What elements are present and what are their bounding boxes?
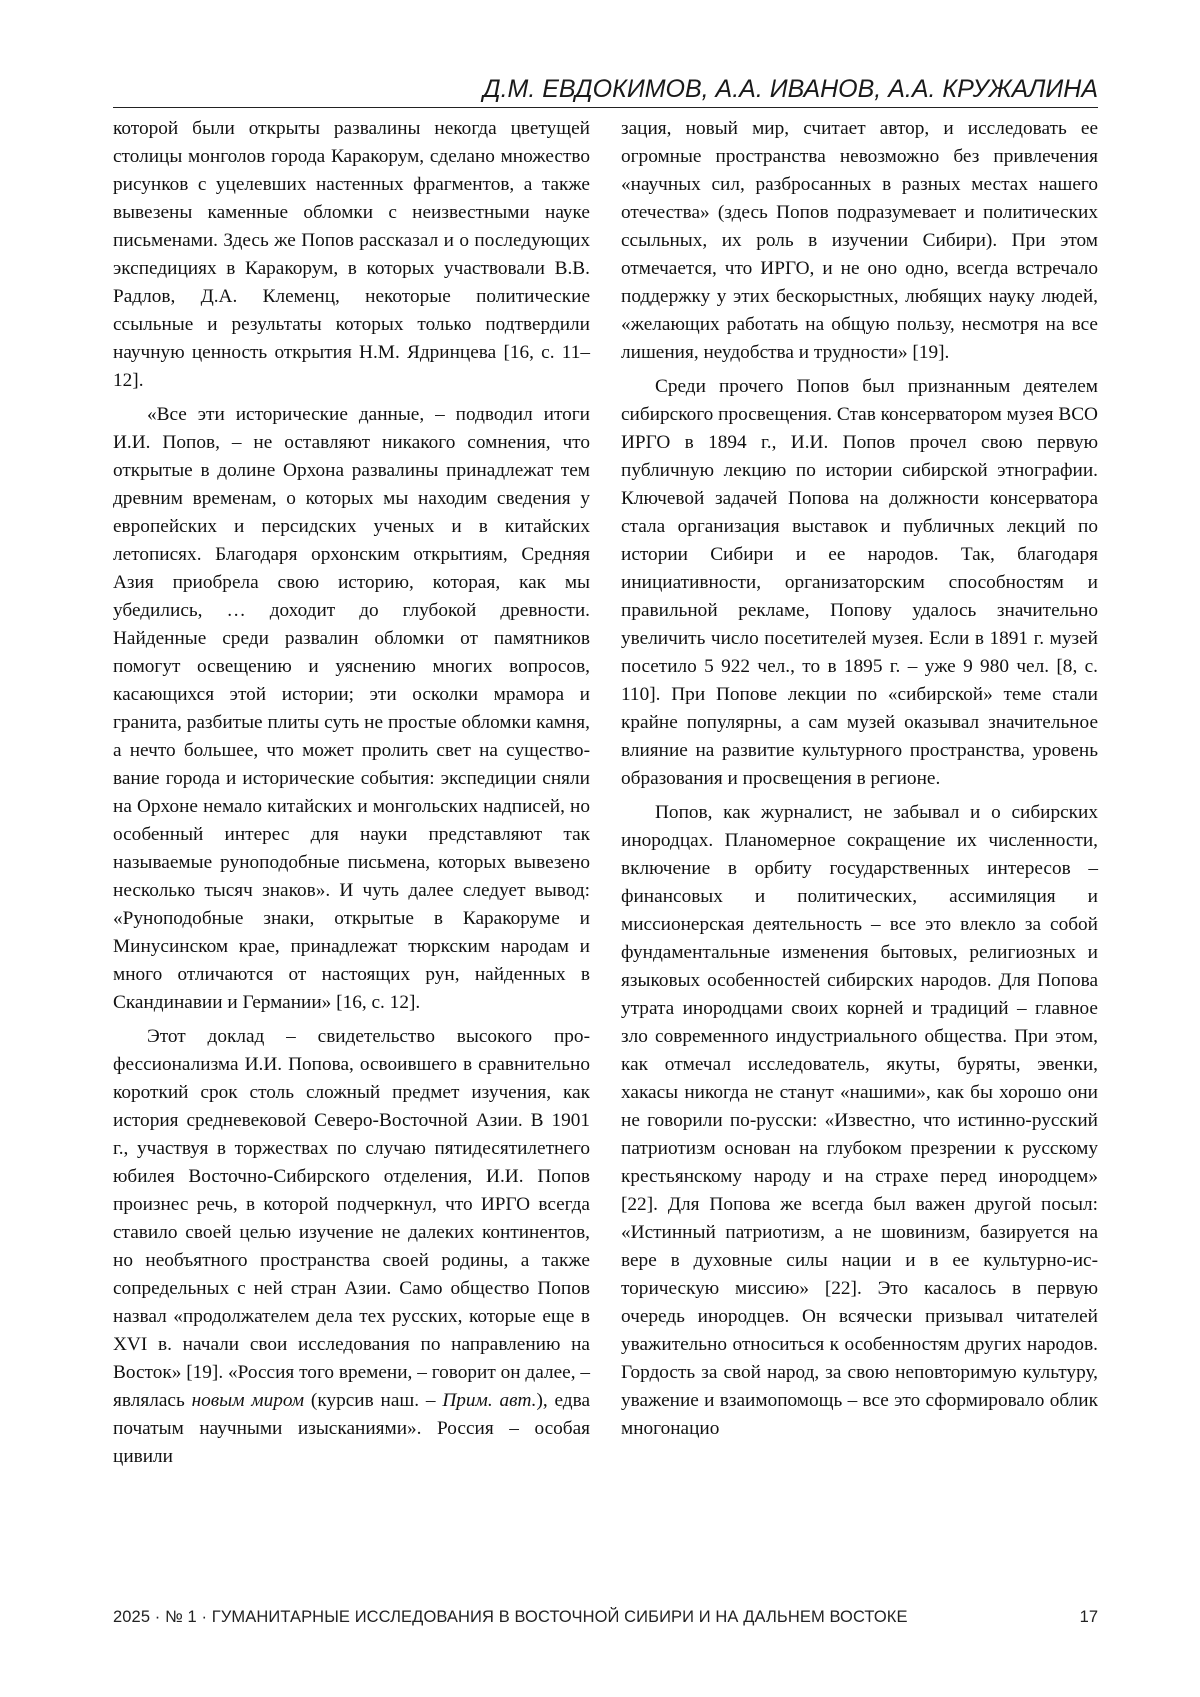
paragraph: зация, новый мир, считает автор, и исследовать ее огромные пространства невозможно без привлечения «научных сил, разбросанных в разных местах нашего отечества» (здесь Попов подразумевает и политических ссыльных, их роль в изучении Сибири). При этом отмечается, что ИРГО, и не оно одно, всегда встречало поддержку у этих бескорыстных, любящих науку людей, «желающих работать на общую пользу, несмотря на все лишения, неудобства и трудности» [19]. <box>621 118 1098 363</box>
italic-text: Прим. авт. <box>442 1390 537 1411</box>
paragraph <box>113 1023 590 1471</box>
paragraph: которой были открыты развалины некогда цветущей столицы монголов города Каракорум, сделано множество рисунков с уцелевших настенных фрагментов, а также вывезены каменные обломки с неизвестными науке письменами. Здесь же Попов рассказал и о последующих экспедициях в Каракорум, в которых участвовали В.В. Радлов, Д.А. Клеменц, некоторые политические ссыльные и результаты которых только подтвердили научную ценность открытия Н.М. Ядринцева [16, с. 11–12]. <box>113 118 590 391</box>
journal-title: 2025 · № 1 · ГУМАНИТАРНЫЕ ИССЛЕДОВАНИЯ В ВОСТОЧНОЙ СИБИРИ И НА ДАЛЬНЕМ ВОСТОКЕ <box>113 1608 908 1626</box>
paragraph: «Все эти исторические данные, – подводил итоги И.И. Попов, – не оставляют никакого сомнения, что открытые в долине Орхона развалины принадлежат тем древним временам, о которых мы находим сведения у европейских и персидских ученых и в китайских летописях. Благодаря орхонским открытиям, Средняя Азия приобрела свою историю, которая, как мы убедились, … доходит до глубокой древности. Найденные среди развалин обломки от памятников помогут освещению и уяснению многих вопросов, касающихся этой истории; эти осколки мрамора и гранита, разбитые плиты суть не простые обломки камня, а нечто большее, что может пролить свет на существование города и исторические события: экспедиции сняли на Орхоне немало китайских и монгольских надписей, но особенный интерес для науки представляют так называемые руноподобные письмена, которых вывезено несколько тысяч знаков». И чуть далее следует вывод: «Руноподобные знаки, открытые в Каракоруме и Минусинском крае, принадлежат тюркским народам и много отличаются от настоящих рун, найденных в Скандинавии и Германии» [16, с. 12]. <box>113 404 590 1013</box>
page-number: 17 <box>1079 1608 1098 1626</box>
running-header-authors: Д.М. ЕВДОКИМОВ, А.А. ИВАНОВ, А.А. КРУЖАЛИНА <box>482 75 1098 103</box>
left-column <box>113 115 590 1477</box>
italic-text: новым миром <box>191 1390 305 1411</box>
paragraph-text: ), едва початым научными изысканиями». Россия – особая цивили <box>113 1390 591 1467</box>
header-rule <box>113 107 1098 108</box>
paragraph: Среди прочего Попов был признанным деятелем сибирского просвещения. Став консерватором музея ВСО ИРГО в 1894 г., И.И. Попов прочел свою первую публичную лекцию по истории сибирской этнографии. Ключевой задачей Попова на должности консерватора стала организация выставок и публичных лекций по истории Сибири и ее народов. Так, благодаря инициативности, организаторским способностям и правильной рекламе, Попову удалось значительно увеличить число посетителей музея. Если в 1891 г. музей посетило 5 922 чел., то в 1895 г. – уже 9 980 чел. [8, с. 110]. При Попове лекции по «сибирской» теме стали крайне популярны, а сам музей оказывал значительное влияние на развитие культурного пространства, уровень образования и просвещения в регионе. <box>621 376 1098 789</box>
right-column <box>621 115 1098 1449</box>
paragraph-text: Этот доклад – свидетельство высокого профессионализма И.И. Попова, освоившего в сравнительно короткий срок столь сложный предмет изучения, как история средневековой Северо-Восточной Азии. В 1901 г., участвуя в торжествах по случаю пятидесятилетнего юбилея Восточно-Сибирского отделения, И.И. Попов произнес речь, в которой подчеркнул, что ИРГО всегда ставило своей целью изучение не далеких континентов, но необъятного пространства своей родины, а также сопредельных с ней стран Азии. Само общество Попов назвал «продолжателем дела тех русских, которые еще в XVI в. начали свои исследования по направлению на Восток» [19]. «Россия того времени, – говорит он далее, – являлась <box>113 1026 590 1411</box>
paragraph-text: (курсив наш. – <box>310 1390 436 1411</box>
paragraph: Попов, как журналист, не забывал и о сибирских инородцах. Планомерное сокращение их численности, включение в орбиту государственных интересов – финансовых и политических, ассимиляция и миссионерская деятельность – все это влекло за собой фундаментальные изменения бытовых, религиозных и языковых особенностей сибирских народов. Для Попова утрата инородцами своих корней и традиций – главное зло современного индустриального общества. При этом, как отмечал исследователь, якуты, буряты, эвенки, хакасы никогда не станут «нашими», как бы хорошо они не говорили по-русски: «Известно, что истинно-русский патриотизм основан на глубоком презрении к русскому крестьянскому народу и на страхе перед инородцем» [22]. Для Попова же всегда был важен другой посыл: «Истинный патриотизм, а не шовинизм, базируется на вере в духовные силы нации и в ее культурно-историческую миссию» [22]. Это касалось в первую очередь инородцев. Он всячески призывал читателей уважительно относиться к особенностям других народов. Гордость за свой народ, за свою неповторимую культуру, уважение и взаимопомощь – все это сформировало облик многонацио <box>621 802 1098 1439</box>
